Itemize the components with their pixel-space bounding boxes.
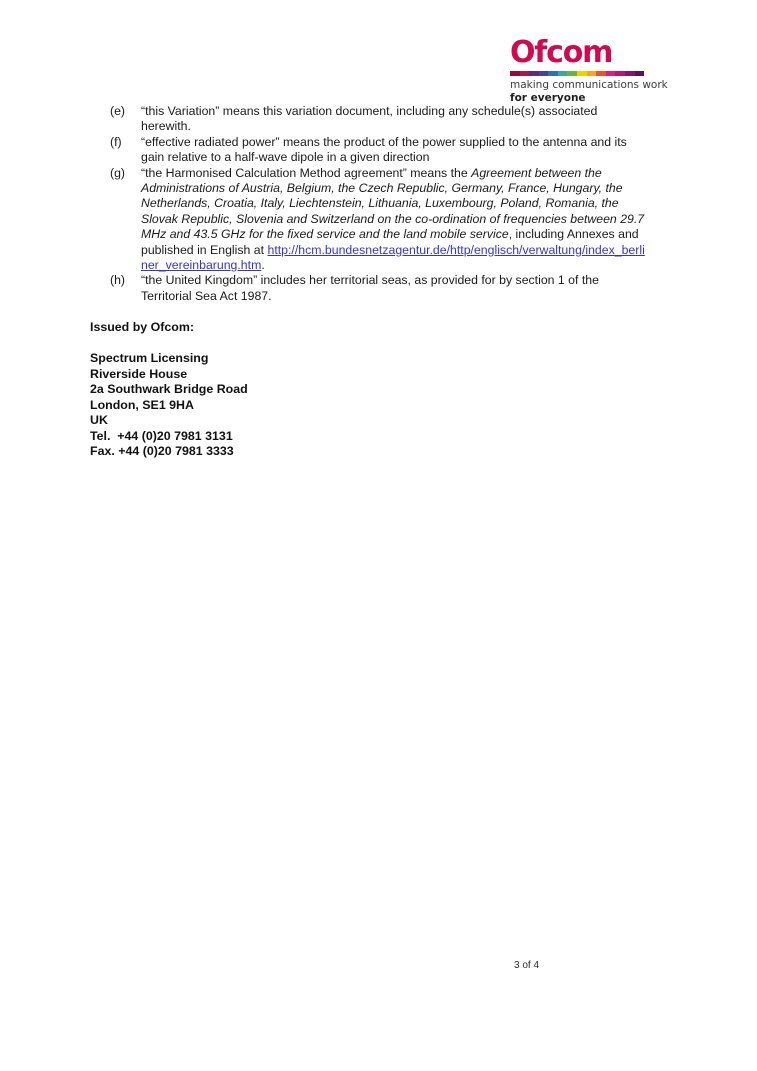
- color-bar-segment: [567, 71, 577, 76]
- definition-marker: (e): [110, 104, 126, 118]
- definition-span: “this Variation” means this variation document, including any schedule(s) associated herewith.: [141, 104, 598, 134]
- color-bar-segment: [539, 71, 549, 76]
- color-bar-segment: [615, 71, 625, 76]
- definitions-list: [110, 104, 650, 304]
- definition-span: .: [261, 258, 265, 273]
- color-bar-segment: [529, 71, 539, 76]
- definition-marker: (g): [110, 165, 126, 180]
- address-line: Riverside House: [90, 366, 188, 381]
- color-bar-segment: [596, 71, 606, 76]
- page-number: 3 of 4: [513, 960, 540, 971]
- ofcom-tagline-line1: making communications work: [510, 79, 668, 91]
- definition-item: [110, 273, 650, 304]
- external-link[interactable]: http://hcm.bundesnetzagentur.de/http/englisch/verwaltung/index_berliner_vereinbarung.htm: [141, 242, 645, 273]
- ofcom-address-block: [90, 351, 248, 460]
- address-line: Fax. +44 (0)20 7981 3333: [90, 444, 234, 458]
- color-bar-segment: [606, 71, 616, 76]
- definition-span: “effective radiated power” means the product of the power supplied to the antenna and its gain relative to a half-wave dipole in a given direction: [141, 134, 627, 165]
- color-bar-segment: [558, 71, 568, 76]
- definition-text: [141, 104, 650, 135]
- issued-by-heading: Issued by Ofcom:: [90, 320, 194, 334]
- color-bar-segment: [548, 71, 558, 76]
- definition-span: “the United Kingdom” includes her territorial seas, as provided for by section 1 of the Territorial Sea Act 1987.: [141, 273, 599, 303]
- address-line: UK: [90, 413, 108, 427]
- color-bar-segment: [510, 71, 520, 76]
- definition-span: , including Annexes and published in English at: [141, 227, 639, 257]
- page-footer: [0, 960, 757, 971]
- address-line: Spectrum Licensing: [90, 351, 209, 365]
- ofcom-wordmark: Ofcom: [510, 35, 613, 70]
- address-line: Tel. +44 (0)20 7981 3131: [90, 428, 233, 443]
- definition-marker: (h): [110, 273, 126, 288]
- color-bar-segment: [625, 71, 635, 76]
- definition-marker: (f): [110, 134, 122, 149]
- definition-text: [141, 166, 650, 274]
- color-bar-segment: [577, 71, 587, 76]
- ofcom-logo: [510, 35, 668, 105]
- address-line: 2a Southwark Bridge Road: [90, 382, 248, 396]
- ofcom-color-bar-icon: [510, 71, 644, 76]
- definition-item: [110, 166, 650, 274]
- address-line: London, SE1 9HA: [90, 397, 194, 412]
- color-bar-segment: [587, 71, 597, 76]
- definition-span: “the Harmonised Calculation Method agreement” means the: [141, 165, 472, 180]
- ofcom-tagline-line2: for everyone: [510, 92, 586, 104]
- definition-item: [110, 135, 650, 166]
- definition-text: [141, 273, 650, 304]
- definition-emphasis: Agreement between the Administrations of Austria, Belgium, the Czech Republic, Germany, France, Hungary, the Netherlands, Croatia, Italy, Liechtenstein, Lithuania, Luxembourg, Poland, Romania, the Slovak Republic, Slovenia and Switzerland on the co-ordination of frequencies between 29.7 MHz and 43.5 GHz for the fixed service and the land mobile service: [141, 165, 645, 242]
- definition-item: [110, 104, 650, 135]
- definition-text: [141, 135, 650, 166]
- color-bar-segment: [520, 71, 530, 76]
- color-bar-segment: [635, 71, 644, 76]
